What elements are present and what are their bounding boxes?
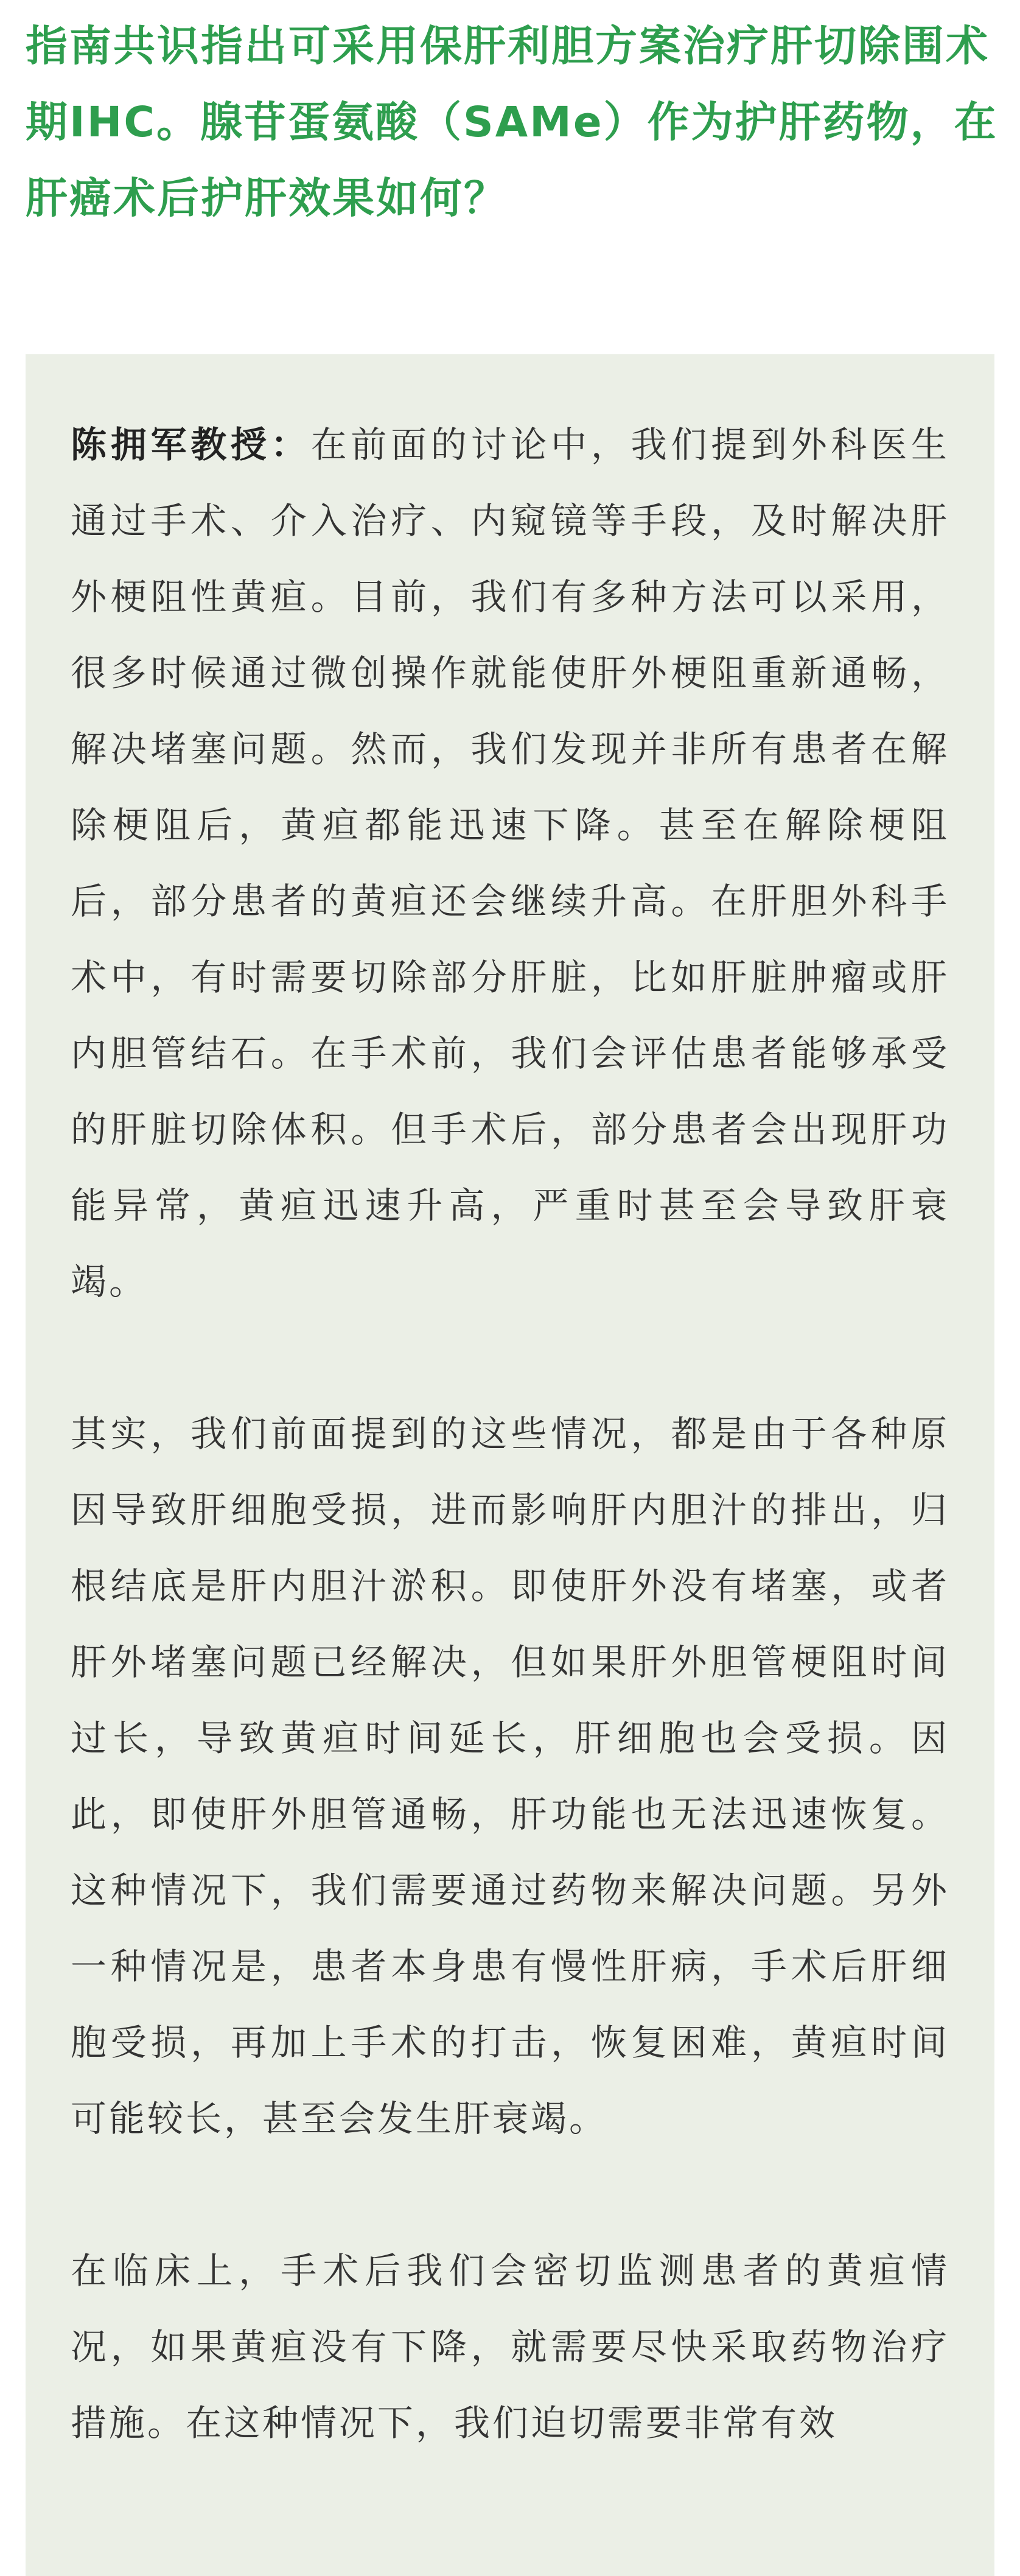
answer-paragraph-2: 其实，我们前面提到的这些情况，都是由于各种原因导致肝细胞受损，进而影响肝内胆汁的排出，归根结底是肝内胆汁淤积。即使肝外没有堵塞，或者肝外堵塞问题已经解决，但如果肝外胆管梗阻时间过长，导致黄疸时间延长，肝细胞也会受损。因此，即使肝外胆管通畅，肝功能也无法迅速恢复。这种情况下，我们需要通过药物来解决问题。另外一种情况是，患者本身患有慢性肝病，手术后肝细胞受损，再加上手术的打击，恢复困难，黄疸时间可能较长，甚至会发生肝衰竭。: [71, 1413, 949, 2140]
speaker-name: 陈拥军教授：: [71, 424, 311, 466]
question-heading: 指南共识指出可采用保肝利胆方案治疗肝切除围术期IHC。腺苷蛋氨酸（SAMe）作为护肝药物，在肝癌术后护肝效果如何？: [26, 22, 998, 223]
answer-paragraph-1-text: 在前面的讨论中，我们提到外科医生通过手术、介入治疗、内窥镜等手段，及时解决肝外梗阻性黄疸。目前，我们有多种方法可以采用，很多时候通过微创操作就能使肝外梗阻重新通畅，解决堵塞问题。然而，我们发现并非所有患者在解除梗阻后，黄疸都能迅速下降。甚至在解除梗阻后，部分患者的黄疸还会继续升高。在肝胆外科手术中，有时需要切除部分肝脏，比如肝脏肿瘤或肝内胆管结石。在手术前，我们会评估患者能够承受的肝脏切除体积。但手术后，部分患者会出现肝功能异常，黄疸迅速升高，严重时甚至会导致肝衰竭。: [71, 424, 949, 1303]
answer-paragraph-3: 在临床上，手术后我们会密切监测患者的黄疸情况，如果黄疸没有下降，就需要尽快采取药物治疗措施。在这种情况下，我们迫切需要非常有效: [71, 2250, 949, 2444]
answer-paragraph-1: [71, 407, 949, 1320]
answer-box: [26, 354, 994, 2576]
